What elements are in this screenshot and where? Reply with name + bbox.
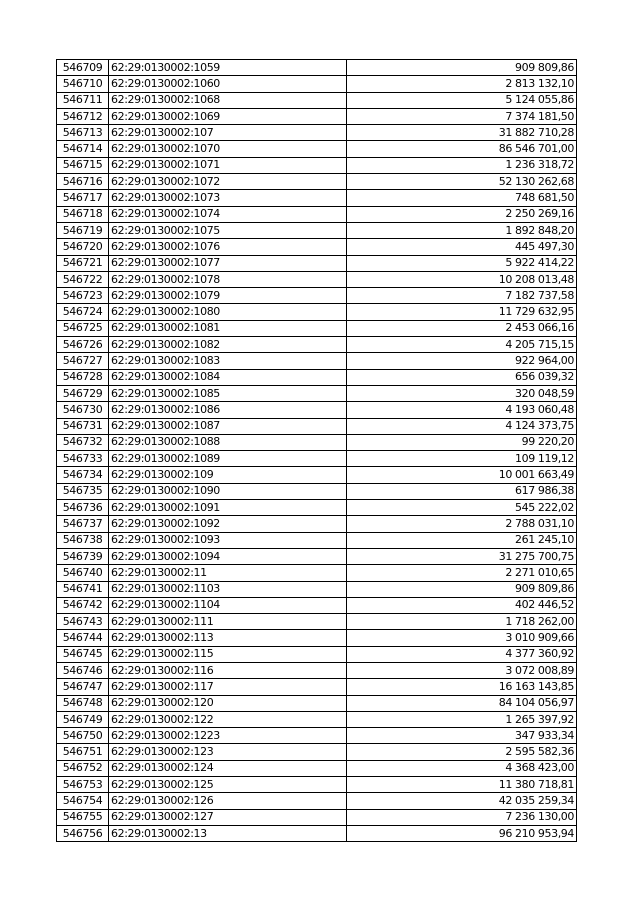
cadastral-number-cell: 62:29:0130002:1074 bbox=[109, 206, 347, 222]
row-number-cell: 546710 bbox=[57, 76, 109, 92]
row-number-cell: 546743 bbox=[57, 614, 109, 630]
row-number-cell: 546755 bbox=[57, 809, 109, 825]
cadastral-number-cell: 62:29:0130002:1071 bbox=[109, 157, 347, 173]
row-number-cell: 546730 bbox=[57, 402, 109, 418]
cadastral-number-cell: 62:29:0130002:107 bbox=[109, 125, 347, 141]
row-number-cell: 546747 bbox=[57, 679, 109, 695]
table-row bbox=[57, 222, 577, 238]
cadastral-number-cell: 62:29:0130002:1078 bbox=[109, 271, 347, 287]
row-number-cell: 546748 bbox=[57, 695, 109, 711]
row-number-cell: 546722 bbox=[57, 271, 109, 287]
cadastral-value-cell: 10 208 013,48 bbox=[347, 271, 577, 287]
cadastral-number-cell: 62:29:0130002:1094 bbox=[109, 548, 347, 564]
cadastral-number-cell: 62:29:0130002:1223 bbox=[109, 728, 347, 744]
cadastral-number-cell: 62:29:0130002:117 bbox=[109, 679, 347, 695]
cadastral-value-cell: 84 104 056,97 bbox=[347, 695, 577, 711]
table-row bbox=[57, 418, 577, 434]
cadastral-number-cell: 62:29:0130002:124 bbox=[109, 760, 347, 776]
table-row bbox=[57, 337, 577, 353]
table-row bbox=[57, 597, 577, 613]
row-number-cell: 546718 bbox=[57, 206, 109, 222]
row-number-cell: 546709 bbox=[57, 60, 109, 76]
cadastral-number-cell: 62:29:0130002:126 bbox=[109, 793, 347, 809]
cadastral-value-cell: 1 265 397,92 bbox=[347, 711, 577, 727]
row-number-cell: 546754 bbox=[57, 793, 109, 809]
cadastral-number-cell: 62:29:0130002:1089 bbox=[109, 451, 347, 467]
cadastral-number-cell: 62:29:0130002:13 bbox=[109, 825, 347, 841]
cadastral-value-cell: 11 729 632,95 bbox=[347, 304, 577, 320]
cadastral-value-cell: 31 882 710,28 bbox=[347, 125, 577, 141]
table-row bbox=[57, 467, 577, 483]
cadastral-number-cell: 62:29:0130002:1088 bbox=[109, 434, 347, 450]
row-number-cell: 546751 bbox=[57, 744, 109, 760]
table-row bbox=[57, 809, 577, 825]
cadastral-number-cell: 62:29:0130002:1073 bbox=[109, 190, 347, 206]
cadastral-value-cell: 617 986,38 bbox=[347, 483, 577, 499]
cadastral-number-cell: 62:29:0130002:1103 bbox=[109, 581, 347, 597]
cadastral-value-cell: 3 072 008,89 bbox=[347, 662, 577, 678]
row-number-cell: 546729 bbox=[57, 385, 109, 401]
table-row bbox=[57, 630, 577, 646]
table-row bbox=[57, 92, 577, 108]
cadastral-number-cell: 62:29:0130002:1092 bbox=[109, 516, 347, 532]
table-row bbox=[57, 662, 577, 678]
row-number-cell: 546713 bbox=[57, 125, 109, 141]
table-row bbox=[57, 76, 577, 92]
table-row bbox=[57, 206, 577, 222]
row-number-cell: 546711 bbox=[57, 92, 109, 108]
cadastral-value-cell: 347 933,34 bbox=[347, 728, 577, 744]
cadastral-value-cell: 261 245,10 bbox=[347, 532, 577, 548]
row-number-cell: 546724 bbox=[57, 304, 109, 320]
cadastral-value-cell: 4 124 373,75 bbox=[347, 418, 577, 434]
table-row bbox=[57, 500, 577, 516]
cadastral-number-cell: 62:29:0130002:1091 bbox=[109, 500, 347, 516]
cadastral-value-cell: 748 681,50 bbox=[347, 190, 577, 206]
cadastral-value-cell: 4 193 060,48 bbox=[347, 402, 577, 418]
cadastral-value-cell: 1 718 262,00 bbox=[347, 614, 577, 630]
table-row bbox=[57, 108, 577, 124]
row-number-cell: 546738 bbox=[57, 532, 109, 548]
cadastral-value-cell: 96 210 953,94 bbox=[347, 825, 577, 841]
table-row bbox=[57, 353, 577, 369]
cadastral-value-cell: 402 446,52 bbox=[347, 597, 577, 613]
cadastral-value-cell: 42 035 259,34 bbox=[347, 793, 577, 809]
row-number-cell: 546736 bbox=[57, 500, 109, 516]
cadastral-value-cell: 2 595 582,36 bbox=[347, 744, 577, 760]
cadastral-value-cell: 2 250 269,16 bbox=[347, 206, 577, 222]
cadastral-value-cell: 3 010 909,66 bbox=[347, 630, 577, 646]
table-row bbox=[57, 239, 577, 255]
cadastral-number-cell: 62:29:0130002:1093 bbox=[109, 532, 347, 548]
row-number-cell: 546734 bbox=[57, 467, 109, 483]
table-row bbox=[57, 320, 577, 336]
cadastral-number-cell: 62:29:0130002:115 bbox=[109, 646, 347, 662]
cadastral-value-cell: 445 497,30 bbox=[347, 239, 577, 255]
cadastral-value-cell: 86 546 701,00 bbox=[347, 141, 577, 157]
row-number-cell: 546717 bbox=[57, 190, 109, 206]
table-row bbox=[57, 402, 577, 418]
cadastral-value-cell: 99 220,20 bbox=[347, 434, 577, 450]
row-number-cell: 546715 bbox=[57, 157, 109, 173]
cadastral-value-cell: 4 368 423,00 bbox=[347, 760, 577, 776]
table-row bbox=[57, 581, 577, 597]
cadastral-number-cell: 62:29:0130002:1104 bbox=[109, 597, 347, 613]
cadastral-number-cell: 62:29:0130002:1086 bbox=[109, 402, 347, 418]
cadastral-number-cell: 62:29:0130002:116 bbox=[109, 662, 347, 678]
cadastral-number-cell: 62:29:0130002:123 bbox=[109, 744, 347, 760]
cadastral-number-cell: 62:29:0130002:11 bbox=[109, 565, 347, 581]
table-row bbox=[57, 679, 577, 695]
row-number-cell: 546732 bbox=[57, 434, 109, 450]
row-number-cell: 546712 bbox=[57, 108, 109, 124]
table-row bbox=[57, 451, 577, 467]
cadastral-value-cell: 320 048,59 bbox=[347, 385, 577, 401]
cadastral-value-cell: 5 124 055,86 bbox=[347, 92, 577, 108]
cadastral-number-cell: 62:29:0130002:1076 bbox=[109, 239, 347, 255]
table-row bbox=[57, 614, 577, 630]
cadastral-number-cell: 62:29:0130002:1082 bbox=[109, 337, 347, 353]
cadastral-value-cell: 2 271 010,65 bbox=[347, 565, 577, 581]
table-row bbox=[57, 157, 577, 173]
table-row bbox=[57, 793, 577, 809]
table-row bbox=[57, 141, 577, 157]
cadastral-number-cell: 62:29:0130002:109 bbox=[109, 467, 347, 483]
table-row bbox=[57, 532, 577, 548]
row-number-cell: 546720 bbox=[57, 239, 109, 255]
cadastral-value-cell: 7 236 130,00 bbox=[347, 809, 577, 825]
cadastral-value-cell: 5 922 414,22 bbox=[347, 255, 577, 271]
row-number-cell: 546745 bbox=[57, 646, 109, 662]
row-number-cell: 546727 bbox=[57, 353, 109, 369]
table-row bbox=[57, 548, 577, 564]
table-row bbox=[57, 255, 577, 271]
cadastral-number-cell: 62:29:0130002:1068 bbox=[109, 92, 347, 108]
table-row bbox=[57, 271, 577, 287]
cadastral-number-cell: 62:29:0130002:1059 bbox=[109, 60, 347, 76]
cadastral-value-cell: 10 001 663,49 bbox=[347, 467, 577, 483]
cadastral-number-cell: 62:29:0130002:1070 bbox=[109, 141, 347, 157]
cadastral-number-cell: 62:29:0130002:1087 bbox=[109, 418, 347, 434]
row-number-cell: 546742 bbox=[57, 597, 109, 613]
table-row bbox=[57, 760, 577, 776]
cadastral-value-cell: 2 453 066,16 bbox=[347, 320, 577, 336]
cadastral-value-cell: 909 809,86 bbox=[347, 60, 577, 76]
cadastral-number-cell: 62:29:0130002:1090 bbox=[109, 483, 347, 499]
cadastral-value-cell: 31 275 700,75 bbox=[347, 548, 577, 564]
table-row bbox=[57, 434, 577, 450]
row-number-cell: 546749 bbox=[57, 711, 109, 727]
cadastral-value-cell: 909 809,86 bbox=[347, 581, 577, 597]
row-number-cell: 546752 bbox=[57, 760, 109, 776]
cadastral-number-cell: 62:29:0130002:1069 bbox=[109, 108, 347, 124]
row-number-cell: 546731 bbox=[57, 418, 109, 434]
row-number-cell: 546740 bbox=[57, 565, 109, 581]
cadastral-number-cell: 62:29:0130002:1083 bbox=[109, 353, 347, 369]
row-number-cell: 546721 bbox=[57, 255, 109, 271]
cadastral-number-cell: 62:29:0130002:1077 bbox=[109, 255, 347, 271]
table-row bbox=[57, 174, 577, 190]
table-row bbox=[57, 288, 577, 304]
table-row bbox=[57, 125, 577, 141]
cadastral-value-cell: 52 130 262,68 bbox=[347, 174, 577, 190]
row-number-cell: 546723 bbox=[57, 288, 109, 304]
cadastral-value-cell: 109 119,12 bbox=[347, 451, 577, 467]
table-row bbox=[57, 728, 577, 744]
cadastral-number-cell: 62:29:0130002:1075 bbox=[109, 222, 347, 238]
table-row bbox=[57, 565, 577, 581]
cadastral-number-cell: 62:29:0130002:111 bbox=[109, 614, 347, 630]
table-row bbox=[57, 304, 577, 320]
row-number-cell: 546750 bbox=[57, 728, 109, 744]
table-row bbox=[57, 695, 577, 711]
cadastral-number-cell: 62:29:0130002:122 bbox=[109, 711, 347, 727]
row-number-cell: 546753 bbox=[57, 777, 109, 793]
row-number-cell: 546739 bbox=[57, 548, 109, 564]
table-row bbox=[57, 190, 577, 206]
cadastral-value-cell: 545 222,02 bbox=[347, 500, 577, 516]
table-row bbox=[57, 385, 577, 401]
cadastral-value-cell: 656 039,32 bbox=[347, 369, 577, 385]
cadastral-number-cell: 62:29:0130002:1079 bbox=[109, 288, 347, 304]
cadastral-number-cell: 62:29:0130002:1085 bbox=[109, 385, 347, 401]
cadastral-number-cell: 62:29:0130002:120 bbox=[109, 695, 347, 711]
cadastral-value-cell: 2 788 031,10 bbox=[347, 516, 577, 532]
cadastral-value-cell: 1 892 848,20 bbox=[347, 222, 577, 238]
row-number-cell: 546719 bbox=[57, 222, 109, 238]
row-number-cell: 546746 bbox=[57, 662, 109, 678]
cadastral-number-cell: 62:29:0130002:1060 bbox=[109, 76, 347, 92]
cadastral-number-cell: 62:29:0130002:1081 bbox=[109, 320, 347, 336]
cadastral-value-cell: 7 182 737,58 bbox=[347, 288, 577, 304]
row-number-cell: 546716 bbox=[57, 174, 109, 190]
row-number-cell: 546756 bbox=[57, 825, 109, 841]
table-row bbox=[57, 369, 577, 385]
row-number-cell: 546744 bbox=[57, 630, 109, 646]
cadastral-value-cell: 7 374 181,50 bbox=[347, 108, 577, 124]
table-row bbox=[57, 711, 577, 727]
row-number-cell: 546728 bbox=[57, 369, 109, 385]
row-number-cell: 546725 bbox=[57, 320, 109, 336]
cadastral-number-cell: 62:29:0130002:125 bbox=[109, 777, 347, 793]
table-row bbox=[57, 60, 577, 76]
table-row bbox=[57, 744, 577, 760]
cadastral-value-cell: 922 964,00 bbox=[347, 353, 577, 369]
row-number-cell: 546733 bbox=[57, 451, 109, 467]
table-row bbox=[57, 516, 577, 532]
cadastral-number-cell: 62:29:0130002:127 bbox=[109, 809, 347, 825]
cadastral-value-cell: 2 813 132,10 bbox=[347, 76, 577, 92]
cadastral-value-cell: 4 377 360,92 bbox=[347, 646, 577, 662]
cadastral-number-cell: 62:29:0130002:1084 bbox=[109, 369, 347, 385]
row-number-cell: 546726 bbox=[57, 337, 109, 353]
row-number-cell: 546714 bbox=[57, 141, 109, 157]
cadastral-number-cell: 62:29:0130002:1072 bbox=[109, 174, 347, 190]
table-row bbox=[57, 483, 577, 499]
cadastral-value-cell: 1 236 318,72 bbox=[347, 157, 577, 173]
table-row bbox=[57, 646, 577, 662]
table-row bbox=[57, 777, 577, 793]
table-body bbox=[57, 60, 577, 842]
row-number-cell: 546737 bbox=[57, 516, 109, 532]
row-number-cell: 546735 bbox=[57, 483, 109, 499]
cadastral-value-table bbox=[56, 59, 577, 842]
cadastral-value-cell: 4 205 715,15 bbox=[347, 337, 577, 353]
cadastral-number-cell: 62:29:0130002:1080 bbox=[109, 304, 347, 320]
cadastral-value-cell: 11 380 718,81 bbox=[347, 777, 577, 793]
cadastral-value-cell: 16 163 143,85 bbox=[347, 679, 577, 695]
cadastral-number-cell: 62:29:0130002:113 bbox=[109, 630, 347, 646]
row-number-cell: 546741 bbox=[57, 581, 109, 597]
table-row bbox=[57, 825, 577, 841]
